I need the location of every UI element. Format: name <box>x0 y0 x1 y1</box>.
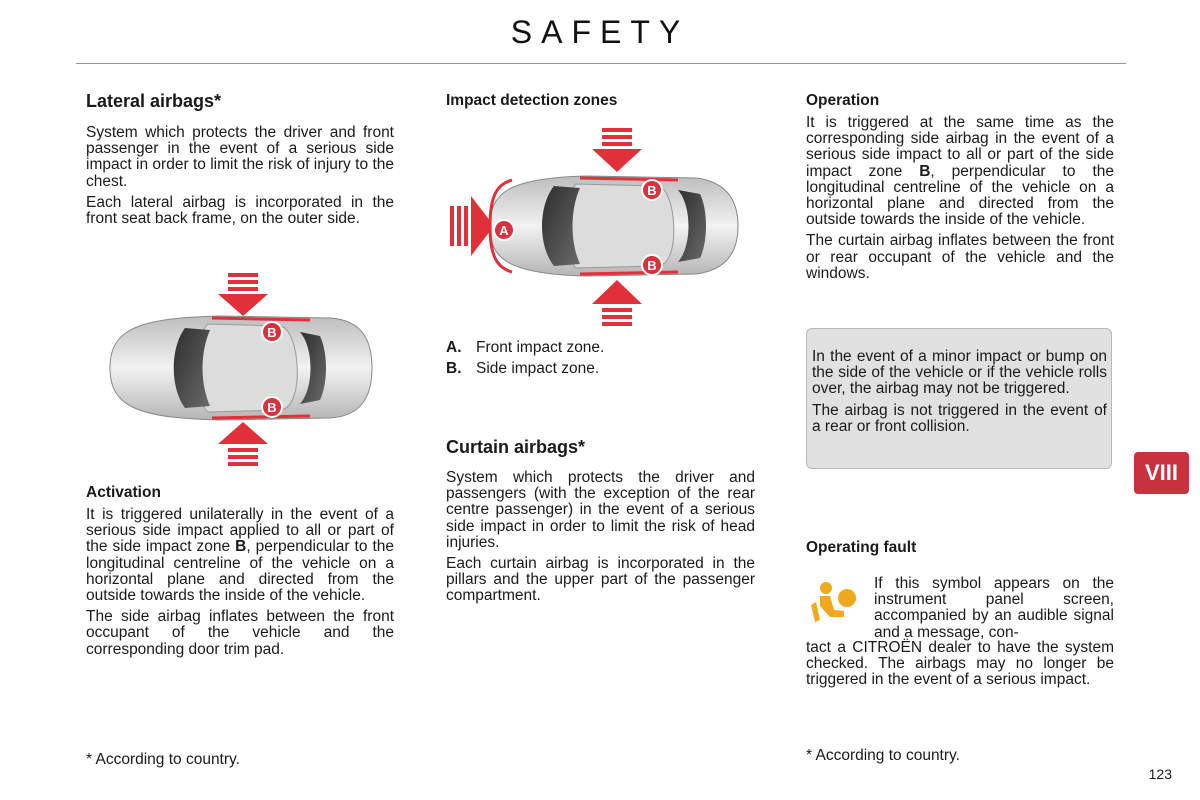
svg-text:A: A <box>499 223 509 238</box>
activation-heading: Activation <box>86 484 161 501</box>
zone-b-top-badge <box>642 180 662 200</box>
legend-item-a: A. Front impact zone. <box>446 339 605 356</box>
fault-text-below <box>806 640 1114 694</box>
operating-fault-heading: Operating fault <box>806 539 917 556</box>
zone-a-badge <box>494 220 514 240</box>
svg-text:B: B <box>267 325 277 340</box>
zone-b-bottom-badge <box>642 255 662 275</box>
left-footnote: * According to country. <box>86 751 240 768</box>
operation-text <box>806 115 1114 287</box>
operation-p2: The curtain airbag inflates between the front or rear occupant of the vehicle and the windows. <box>806 232 1114 282</box>
lateral-intro <box>86 125 394 232</box>
activation-text <box>86 507 394 663</box>
note-p1: In the event of a minor impact or bump on the side of the vehicle or if the vehicle rolls over, the airbag may not be triggered. <box>812 348 1107 398</box>
legend-item-b: B. Side impact zone. <box>446 360 600 377</box>
bottom-arrow-icon <box>218 422 268 466</box>
note-box <box>806 328 1112 469</box>
airbag-warning-icon <box>808 580 860 626</box>
curtain-text <box>446 470 755 610</box>
page-number: 123 <box>1148 766 1172 782</box>
fault-p1-start: If this symbol appears on the instrument panel screen, accompanied by an audible signal and a message, con- <box>874 575 1114 641</box>
svg-text:B: B <box>647 258 657 273</box>
operation-p1: It is triggered at the same time as the corresponding side airbag in the event of a serious side impact to all or part of the side impact zone B, perpendicular to the longitudinal centreline of the vehicle on a horizontal plane and directed from the outside towards the inside of the vehicle. <box>806 114 1114 229</box>
curtain-airbags-heading: Curtain airbags* <box>446 437 586 457</box>
curtain-p2: Each curtain airbag is incorporated in the pillars and the upper part of the passenger compartment. <box>446 555 755 605</box>
chapter-tab[interactable]: VIII <box>1134 452 1189 494</box>
page-title: SAFETY <box>510 14 690 50</box>
right-footnote: * According to country. <box>806 747 960 764</box>
lateral-airbags-heading: Lateral airbags* <box>86 91 222 111</box>
activation-p2: The side airbag inflates between the front occupant of the vehicle and the corresponding door trim pad. <box>86 608 394 658</box>
activation-p1: It is triggered unilaterally in the event of a serious side impact applied to all or part of the side impact zone B, perpendicular to the longitudinal centreline of the vehicle on a horizontal plane and directed from the outside towards the inside of the vehicle. <box>86 506 394 605</box>
lateral-impact-diagram <box>100 268 380 474</box>
curtain-p1: System which protects the driver and passengers (with the exception of the rear centre passenger) in the event of a serious side impact in order to limit the risk of head injuries. <box>446 469 755 551</box>
svg-text:B: B <box>647 183 657 198</box>
fault-text-beside <box>874 576 1114 646</box>
header-divider <box>76 63 1126 64</box>
lateral-intro-p2: Each lateral airbag is incorporated in the front seat back frame, on the outer side. <box>86 193 394 228</box>
note-p2: The airbag is not triggered in the event of a rear or front collision. <box>812 401 1107 435</box>
svg-text:B: B <box>267 400 277 415</box>
impact-zones-diagram <box>446 124 740 330</box>
zone-b-top-badge <box>262 322 282 342</box>
front-arrow-icon <box>450 196 494 256</box>
operation-heading: Operation <box>806 92 880 109</box>
top-arrow-icon <box>218 273 268 316</box>
zone-legend <box>446 337 755 379</box>
fault-p1-end: tact a CITROËN dealer to have the system checked. The airbags may no longer be triggered in the event of a serious impact. <box>806 639 1114 689</box>
zone-b-bottom-badge <box>262 397 282 417</box>
top-arrow-icon <box>592 128 642 172</box>
bottom-arrow-icon <box>592 280 642 326</box>
impact-zones-heading: Impact detection zones <box>446 92 618 109</box>
lateral-intro-p1: System which protects the driver and front passenger in the event of a serious side impact in order to limit the risk of injury to the chest. <box>86 124 394 190</box>
